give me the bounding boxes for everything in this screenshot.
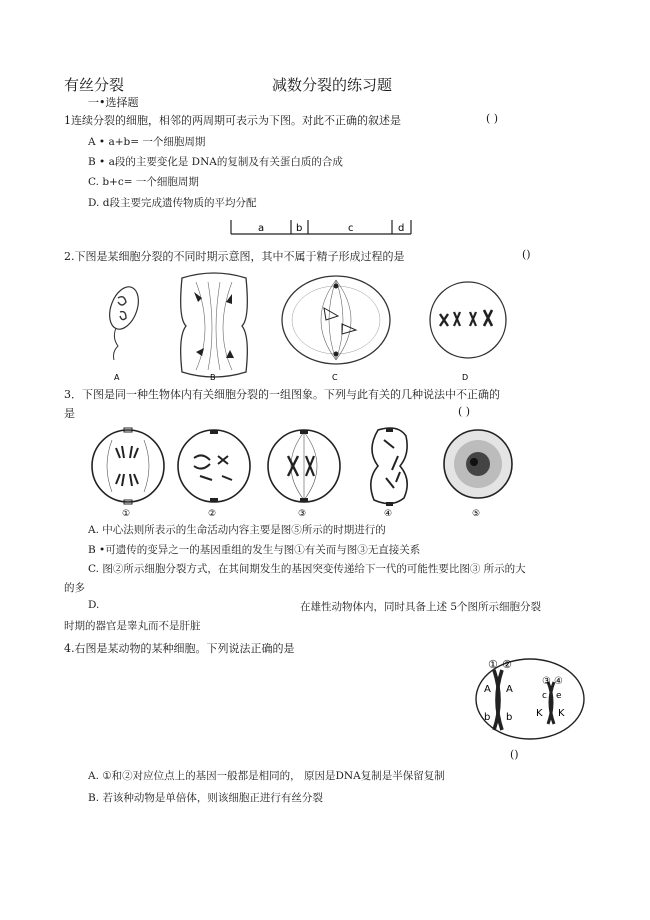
q4-label-gene-c: c [542,691,547,701]
q3-option-c-line1: C. 图②所示细胞分裂方式，在其间期发生的基因突变传递给下一代的可能性要比图③ 所示的大 [88,563,526,575]
segment-a-label: a [258,223,265,234]
q3-figure-3 [268,430,340,518]
q2-label-a: A [114,373,120,382]
segment-d-label: d [398,223,405,234]
q2-figure-c [282,276,390,382]
q2-label-d: D [462,373,469,382]
q3-label-2: ② [208,509,217,518]
q4-option-a: A. ①和②对应位点上的基因一般都是相同的， 原因是DNA复制是半保留复制 [88,770,445,782]
q4-label-circle1: ① [488,658,498,671]
q3-figure-1 [92,428,164,518]
q3-option-b: B •可遗传的变异之一的基因重组的发生与图①有关而与图③无直接关系 [88,544,421,556]
q1-option-b: B • a段的主要变化是 DNA的复制及有关蛋白质的合成 [88,156,343,168]
segment-b-label: b [296,223,303,234]
q2-label-b: B [210,373,216,382]
page-title-center: 减数分裂的练习题 [272,76,393,94]
q4-label-gene-b-left: b [484,712,491,723]
q3-figure-5 [444,430,512,518]
q3-cell-figures [82,422,522,518]
q4-label-gene-k-right: K [558,708,565,719]
q3-option-d-label: D. [88,599,100,611]
q1-answer-bracket: ( ) [486,112,499,125]
q4-label-gene-k-left: K [536,708,543,719]
q3-stem-line2: 是 [64,407,75,420]
q3-answer-bracket: ( ) [458,405,471,418]
q3-figure-4 [371,428,407,518]
q2-stem: 2.下图是某细胞分裂的不同时期示意图，其中不属于精子形成过程的是 [64,250,405,263]
q4-label-gene-e: e [556,691,562,701]
q1-option-d: D. d段主要完成遗传物质的平均分配 [88,197,257,209]
q3-label-5: ⑤ [472,509,481,518]
q2-figure-a [104,283,143,382]
q1-cycle-diagram [228,214,414,238]
q2-answer-bracket: () [522,248,531,261]
q4-label-gene-b-right: b [506,712,513,723]
q4-cell-figure [472,654,588,744]
q3-option-d-line2: 时期的器官是睾丸而不是肝脏 [64,620,201,632]
q3-label-1: ① [122,509,131,518]
q4-option-b: B. 若该种动物是单倍体，则该细胞正进行有丝分裂 [88,792,323,804]
page-title-left: 有丝分裂 [64,76,125,94]
q3-option-c-line2: 的多 [64,582,85,594]
q3-option-d-line1: 在雄性动物体内，同时具备上述 5个图所示细胞分裂 [300,601,542,613]
q1-stem: 1连续分裂的细胞，相邻的两周期可表示为下图。对此不正确的叙述是 [64,114,401,127]
q2-figure-d [430,282,506,382]
q2-figure-b [181,273,248,382]
q3-figure-2 [178,430,250,518]
segment-c-label: c [348,223,354,234]
q4-answer-bracket: () [510,748,519,761]
q3-stem-line1: 3．下图是同一种生物体内有关细胞分裂的一组图象。下列与此有关的几种说法中不正确的 [64,388,500,401]
section-heading: 一•选择题 [88,96,139,109]
q2-label-c: C [332,373,338,382]
q1-option-a: A • a+b= 一个细胞周期 [88,136,206,148]
q3-label-3: ③ [298,509,307,518]
q1-option-c: C. b+c= 一个细胞周期 [88,176,199,188]
q4-label-circle4: ④ [554,676,563,687]
q4-label-circle2: ② [502,658,512,671]
q4-label-gene-a-right: A [506,684,513,695]
q3-option-a: A. 中心法则所表示的生命活动内容主要是图⑤所示的时期进行的 [88,524,386,536]
q4-label-gene-a-left: A [484,684,491,695]
q3-label-4: ④ [384,509,393,518]
q4-label-circle3: ③ [542,676,551,687]
q4-stem: 4.右图是某动物的某种细胞。下列说法正确的是 [64,642,295,655]
q2-cell-figures [96,268,526,384]
